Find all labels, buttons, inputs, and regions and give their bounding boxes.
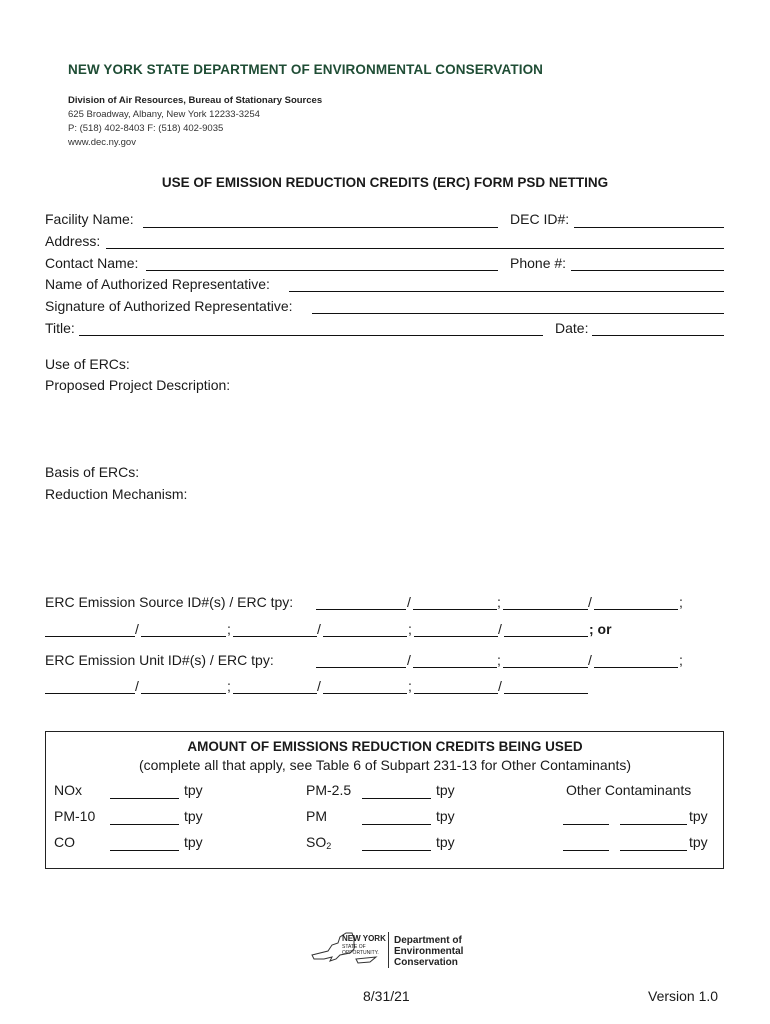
erc-source-id-field[interactable] [316, 609, 406, 610]
facility-name-field[interactable] [143, 227, 498, 228]
separator-semicolon: ; [408, 678, 412, 694]
erc-source-id-field[interactable] [45, 636, 135, 637]
erc-unit-tpy-field[interactable] [594, 667, 678, 668]
separator-slash: / [498, 678, 502, 694]
erc-unit-id-field[interactable] [316, 667, 406, 668]
reduction-mechanism-label: Reduction Mechanism: [45, 486, 188, 502]
pm25-field[interactable] [362, 798, 431, 799]
erc-unit-id-field[interactable] [503, 667, 588, 668]
date-label: Date: [555, 320, 589, 336]
pm25-label: PM-2.5 [306, 782, 352, 798]
tpy-unit: tpy [436, 808, 455, 824]
erc-source-tpy-field[interactable] [594, 609, 678, 610]
separator-semicolon: ; [408, 621, 412, 637]
date-field[interactable] [592, 335, 724, 336]
erc-source-label: ERC Emission Source ID#(s) / ERC tpy: [45, 594, 294, 610]
basis-of-ercs-label: Basis of ERCs: [45, 464, 140, 480]
agency-website: www.dec.ny.gov [68, 137, 136, 148]
rep-name-field[interactable] [289, 291, 724, 292]
so2-subscript: 2 [326, 841, 332, 851]
erc-unit-id-field[interactable] [414, 693, 498, 694]
or-label: ; or [589, 621, 612, 637]
tpy-unit: tpy [184, 834, 203, 850]
agency-phone-fax: P: (518) 402-8403 F: (518) 402-9035 [68, 123, 224, 134]
separator-slash: / [407, 594, 411, 610]
pm10-field[interactable] [110, 824, 179, 825]
ny-logo-line3: OPPORTUNITY. [342, 950, 379, 956]
other-contaminant-name-field[interactable] [563, 850, 609, 851]
erc-unit-tpy-field[interactable] [141, 693, 226, 694]
erc-unit-label: ERC Emission Unit ID#(s) / ERC tpy: [45, 652, 274, 668]
tpy-unit: tpy [689, 808, 708, 824]
rep-signature-label: Signature of Authorized Representative: [45, 298, 293, 314]
erc-unit-id-field[interactable] [233, 693, 317, 694]
separator-semicolon: ; [497, 594, 501, 610]
other-contaminants-label: Other Contaminants [566, 782, 692, 798]
dept-logo-line3: Conservation [394, 957, 458, 968]
erc-source-tpy-field[interactable] [141, 636, 226, 637]
contact-name-label: Contact Name: [45, 255, 139, 271]
erc-unit-tpy-field[interactable] [504, 693, 588, 694]
rep-signature-field[interactable] [312, 313, 724, 314]
tpy-unit: tpy [436, 782, 455, 798]
contact-name-field[interactable] [146, 270, 498, 271]
footer-version: Version 1.0 [648, 988, 719, 1004]
tpy-unit: tpy [184, 808, 203, 824]
erc-unit-tpy-field[interactable] [413, 667, 497, 668]
separator-semicolon: ; [679, 652, 683, 668]
so2-field[interactable] [362, 850, 431, 851]
credits-box-title: AMOUNT OF EMISSIONS REDUCTION CREDITS BEING USED [187, 739, 583, 754]
separator-semicolon: ; [679, 594, 683, 610]
separator-slash: / [588, 652, 592, 668]
tpy-unit: tpy [436, 834, 455, 850]
separator-slash: / [317, 621, 321, 637]
separator-semicolon: ; [227, 621, 231, 637]
title-label: Title: [45, 320, 75, 336]
pm-field[interactable] [362, 824, 431, 825]
address-label: Address: [45, 233, 101, 249]
ny-logo-line2: STATE OF [342, 944, 366, 950]
erc-source-id-field[interactable] [233, 636, 317, 637]
form-title: USE OF EMISSION REDUCTION CREDITS (ERC) FORM PSD NETTING [161, 175, 609, 190]
erc-unit-id-field[interactable] [45, 693, 135, 694]
dept-logo-line2: Environmental [394, 946, 464, 957]
phone-field[interactable] [571, 270, 724, 271]
erc-unit-tpy-field[interactable] [323, 693, 407, 694]
use-of-ercs-label: Use of ERCs: [45, 356, 130, 372]
nox-field[interactable] [110, 798, 179, 799]
dec-id-field[interactable] [574, 227, 724, 228]
separator-slash: / [407, 652, 411, 668]
separator-slash: / [135, 621, 139, 637]
separator-slash: / [317, 678, 321, 694]
separator-semicolon: ; [227, 678, 231, 694]
agency-address: 625 Broadway, Albany, New York 12233-3254 [68, 109, 260, 120]
co-label: CO [54, 834, 75, 850]
so2-main: SO [306, 834, 327, 850]
division-name: Division of Air Resources, Bureau of Stationary Sources [68, 95, 323, 106]
project-description-label: Proposed Project Description: [45, 377, 231, 393]
rep-name-label: Name of Authorized Representative: [45, 276, 270, 292]
separator-slash: / [135, 678, 139, 694]
pm10-label: PM-10 [54, 808, 96, 824]
facility-name-label: Facility Name: [45, 211, 134, 227]
erc-source-id-field[interactable] [414, 636, 498, 637]
other-contaminant-amount-field[interactable] [620, 824, 687, 825]
nox-label: NOx [54, 782, 82, 798]
tpy-unit: tpy [689, 834, 708, 850]
footer-date: 8/31/21 [363, 988, 410, 1004]
erc-source-tpy-field[interactable] [413, 609, 497, 610]
credits-box-subtitle: (complete all that apply, see Table 6 of Subpart 231-13 for Other Contaminants) [138, 757, 632, 773]
phone-label: Phone #: [510, 255, 567, 271]
separator-semicolon: ; [497, 652, 501, 668]
address-field[interactable] [106, 248, 724, 249]
dept-logo-line1: Department of [394, 935, 462, 946]
erc-source-tpy-field[interactable] [323, 636, 407, 637]
co-field[interactable] [110, 850, 179, 851]
other-contaminant-amount-field[interactable] [620, 850, 687, 851]
logo-divider [388, 932, 389, 968]
other-contaminant-name-field[interactable] [563, 824, 609, 825]
dec-id-label: DEC ID#: [510, 211, 570, 227]
erc-source-id-field[interactable] [503, 609, 588, 610]
erc-source-tpy-field[interactable] [504, 636, 588, 637]
agency-name: NEW YORK STATE DEPARTMENT OF ENVIRONMENTAL CONSERVATION [68, 62, 544, 77]
ny-logo-line1: NEW YORK [342, 934, 386, 943]
so2-label [306, 834, 331, 850]
tpy-unit: tpy [184, 782, 203, 798]
pm-label: PM [306, 808, 327, 824]
separator-slash: / [498, 621, 502, 637]
separator-slash: / [588, 594, 592, 610]
title-field[interactable] [79, 335, 543, 336]
